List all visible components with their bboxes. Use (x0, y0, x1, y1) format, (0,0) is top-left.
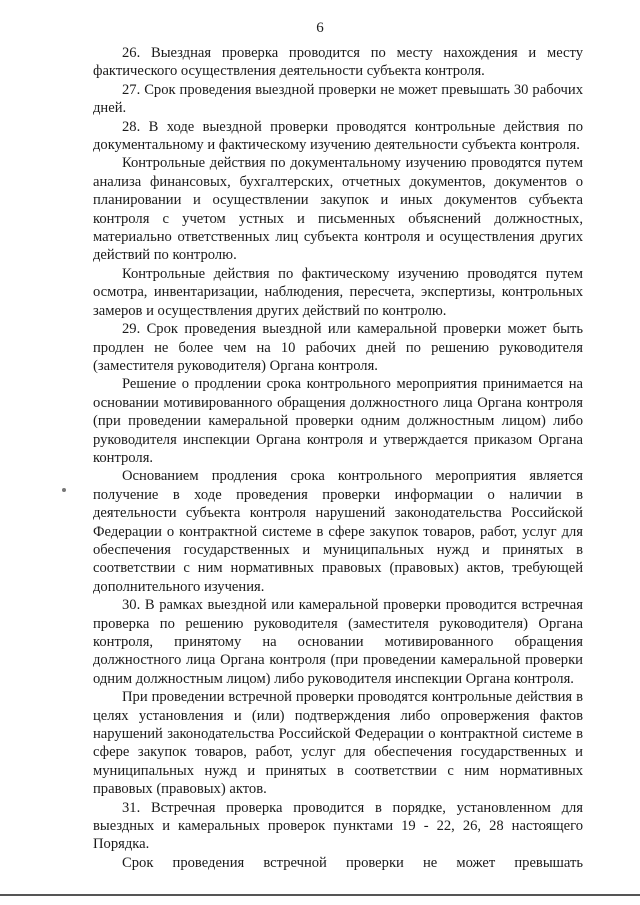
document-body (93, 44, 583, 872)
paragraph-30: 30. В рамках выездной или камеральной проверки проводится встречная проверка по решению руководителя (заместителя руководителя) Органа контроля, принятому на основании мотивированного обращения должностного лица Органа контроля (при проведении камеральной проверки одним должностным лицом) либо руководителя инспекции Органа контроля. (93, 597, 583, 687)
paragraph-counter-check-actions: При проведении встречной проверки проводятся контрольные действия в целях установления и (или) подтверждения либо опровержения фактов нарушений законодательства Российской Федерации о контрактной системе в сфере закупок товаров, работ, услуг для обеспечения государственных и муниципальных нужд и принятых в соответствии с ним нормативных правовых (правовых) актов. (93, 689, 583, 798)
paragraph-27: 27. Срок проведения выездной проверки не может превышать 30 рабочих дней. (93, 81, 583, 117)
paragraph-26: 26. Выездная проверка проводится по месту нахождения и месту фактического осуществления деятельности субъекта контроля. (93, 45, 583, 80)
margin-dot (62, 488, 66, 492)
page-number: 6 (316, 20, 324, 36)
scan-bottom-edge (0, 894, 640, 896)
paragraph-factual-study: Контрольные действия по фактическому изучению проводятся путем осмотра, инвентаризации, наблюдения, пересчета, экспертизы, контрольных замеров и осуществления других действий по контролю. (93, 265, 583, 319)
paragraph-extension-grounds: Основанием продления срока контрольного мероприятия является получение в ходе проведения проверки информации о наличии в деятельности субъекта контроля нарушений законодательства Российской Федерации о контрактной системе в сфере закупок товаров, работ, услуг для обеспечения государственных и муниципальных нужд и принятых в соответствии с ним нормативных правовых (правовых) актов, требующей дополнительного изучения. (93, 468, 583, 595)
paragraph-documentary-study: Контрольные действия по документальному изучению проводятся путем анализа финансовых, бухгалтерских, отчетных документов, документов о планировании и осуществлении закупок и иных документов субъекта контроля с учетом устных и письменных объяснений должностных, материально ответственных лиц субъекта контроля и осуществления других действий по контролю. (93, 155, 583, 264)
paragraph-extension-decision: Решение о продлении срока контрольного мероприятия принимается на основании мотивированного обращения должностного лица Органа контроля (при проведении камеральной проверки одним должностным лицом) либо руководителя инспекции Органа контроля и утверждается приказом Органа контроля. (93, 376, 583, 466)
paragraph-29: 29. Срок проведения выездной или камеральной проверки может быть продлен не более чем на 10 рабочих дней по решению руководителя (заместителя руководителя) Органа контроля. (93, 321, 583, 374)
paragraph-counter-check-term: Срок проведения встречной проверки не может превышать (122, 854, 583, 871)
paragraph-28: 28. В ходе выездной проверки проводятся контрольные действия по документальному и фактическому изучению деятельности субъекта контроля. (93, 118, 583, 154)
paragraph-31: 31. Встречная проверка проводится в порядке, установленном для выездных и камеральных проверок пунктами 19 - 22, 26, 28 настоящего Порядка. (93, 799, 583, 853)
